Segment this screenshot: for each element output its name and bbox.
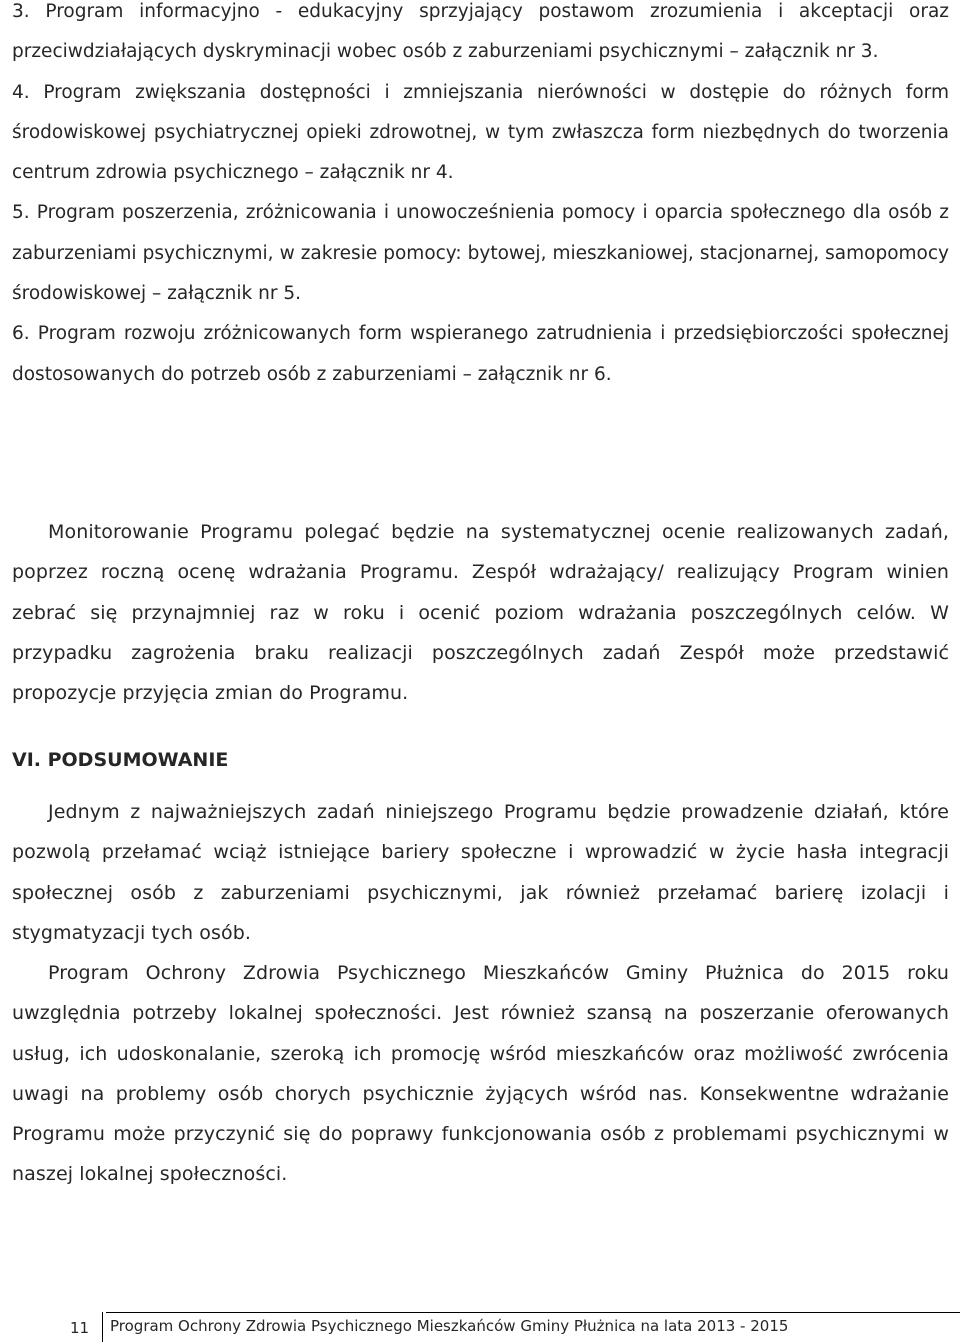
summary-paragraph: Program Ochrony Zdrowia Psychicznego Mieszkańców Gminy Płużnica do 2015 roku uwzględnia potrzeby lokalnej społeczności. Jest również szansą na poszerzanie oferowanych usług, ich udoskonalanie, szeroką ich promocję wśród mieszkańców oraz możliwość zwrócenia uwagi na problemy osób chorych psychicznie żyjących wśród nas. Konsekwentne wdrażanie Programu może przyczynić się do poprawy funkcjonowania osób z problemami psychicznymi w naszej lokalnej społeczności.: [12, 962, 949, 1186]
list-item: 5. Program poszerzenia, zróżnicowania i unowocześnienia pomocy i oparcia społecznego dla osób z zaburzeniami psychicznymi, w zakresie pomocy: bytowej, mieszkaniowej, stacjonarnej, samopomocy środowiskowej – załącznik nr 5.: [12, 202, 949, 305]
monitoring-paragraph: Monitorowanie Programu polegać będzie na systematycznej ocenie realizowanych zadań, poprzez roczną ocenę wdrażania Programu. Zespół wdrażający/ realizujący Program winien zebrać się przynajmniej raz w roku i ocenić poziom wdrażania poszczególnych celów. W przypadku zagrożenia braku realizacji poszczególnych zadań Zespół może przedstawić propozycje przyjęcia zmian do Programu.: [12, 521, 949, 705]
list-item: 4. Program zwiększania dostępności i zmniejszania nierówności w dostępie do różnych form środowiskowej psychiatrycznej opieki zdrowotnej, w tym zwłaszcza form niezbędnych do tworzenia centrum zdrowia psychicznego – załącznik nr 4.: [12, 81, 949, 184]
annex-list: [12, 0, 949, 395]
summary-paragraph: Jednym z najważniejszych zadań niniejszego Programu będzie prowadzenie działań, które pozwolą przełamać wciąż istniejące bariery społeczne i wprowadzić w życie hasła integracji społecznej osób z zaburzeniami psychicznymi, jak również przełamać barierę izolacji i stygmatyzacji tych osób.: [12, 801, 949, 944]
list-item: 3. Program informacyjno - edukacyjny sprzyjający postawom zrozumienia i akceptacji oraz przeciwdziałających dyskryminacji wobec osób z zaburzeniami psychicznymi – załącznik nr 3.: [12, 1, 949, 63]
footer-title: Program Ochrony Zdrowia Psychicznego Mieszkańców Gminy Płużnica na lata 2013 - 2015: [110, 1317, 789, 1335]
list-item: 6. Program rozwoju zróżnicowanych form wspieranego zatrudnienia i przedsiębiorczości społecznej dostosowanych do potrzeb osób z zaburzeniami – załącznik nr 6.: [12, 323, 949, 385]
footer-divider: [102, 1312, 103, 1342]
page-number: 11: [70, 1319, 90, 1337]
footer-rule: [106, 1312, 960, 1313]
section-heading: VI. PODSUMOWANIE: [12, 749, 229, 771]
page-footer: [0, 1302, 960, 1342]
